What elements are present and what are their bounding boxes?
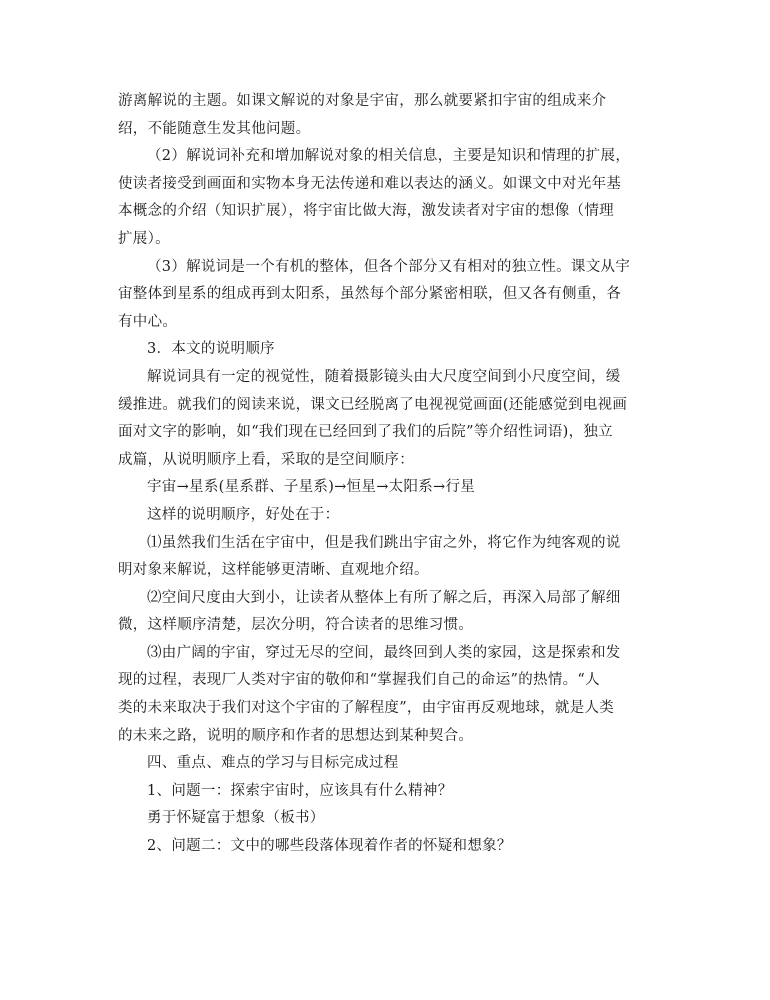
section-heading-3 [118, 336, 678, 364]
paragraph-10 [118, 640, 678, 750]
text-line: 有中心。 [118, 313, 178, 330]
text-line: 勇于怀疑富于想象（板书） [147, 810, 325, 827]
text-line: 宇宙→星系(星系群、子星系)→恒星→太阳系→行星 [147, 479, 476, 496]
text-line: （2）解说词补充和增加解说对象的相关信息，主要是知识和情理的扩展， [147, 148, 631, 165]
document-page [118, 88, 678, 861]
text-line: 3．本文的说明顺序 [147, 341, 275, 358]
text-line: 面对文字的影响，如“我们现在已经回到了我们的后院”等介绍性词语)，独立 [118, 424, 613, 441]
text-line: 本概念的介绍（知识扩展），将宇宙比做大海，激发读者对宇宙的想像（情理 [118, 203, 614, 220]
text-line: 的未来之路，说明的顺序和作者的思想达到某种契合。 [118, 727, 474, 744]
paragraph-8 [118, 530, 678, 585]
paragraph-3 [118, 254, 678, 337]
text-line: ⑴虽然我们生活在宇宙中，但是我们跳出宇宙之外，将它作为纯客观的说 [147, 534, 621, 551]
text-line: 使读者接受到画面和实物本身无法传递和难以表达的涵义。如课文中对光年基 [118, 175, 622, 192]
text-line: 扩展）。 [118, 230, 170, 247]
text-line: 解说词具有一定的视觉性，随着摄影镜头由大尺度空间到小尺度空间，缓 [147, 368, 621, 385]
text-line: 缓推进。就我们的阅读来说，课文已经脱离了电视视觉画面(还能感觉到电视画 [118, 396, 628, 413]
text-line: 明对象来解说，这样能够更清晰、直观地介绍。 [118, 562, 429, 579]
paragraph-7 [118, 502, 678, 530]
text-line: 四、重点、难点的学习与目标完成过程 [147, 755, 399, 772]
section-heading-4 [118, 750, 678, 778]
paragraph-9 [118, 585, 678, 640]
text-line: 绍，不能随意生发其他问题。 [118, 120, 311, 137]
text-line: 1、问题一：探索宇宙时，应该具有什么精神？ [147, 782, 453, 799]
text-line: （3）解说词是一个有机的整体，但各个部分又有相对的独立性。课文从宇 [147, 258, 631, 275]
sequence-line [118, 474, 678, 502]
text-line: 类的未来取决于我们对这个宇宙的了解程度”，由宇宙再反观地球，就是人类 [118, 700, 615, 717]
text-line: 现的过程，表现厂人类对宇宙的敬仰和“掌握我们自己的命运”的热情。“人 [118, 672, 600, 689]
paragraph-2 [118, 143, 678, 253]
answer-1 [118, 805, 678, 833]
text-line: ⑶由广阔的宇宙，穿过无尽的空间，最终回到人类的家园，这是探索和发 [147, 644, 621, 661]
text-line: 宙整体到星系的组成再到太阳系，虽然每个部分紧密相联，但又各有侧重，各 [118, 286, 622, 303]
text-line: 游离解说的主题。如课文解说的对象是宇宙，那么就要紧扣宇宙的组成来介 [118, 93, 607, 109]
text-line: 微，这样顺序清楚，层次分明，符合读者的思维习惯。 [118, 617, 474, 634]
question-1 [118, 778, 678, 806]
paragraph-1 [118, 88, 678, 143]
paragraph-5 [118, 364, 678, 474]
text-line: ⑵空间尺度由大到小，让读者从整体上有所了解之后，再深入局部了解细 [147, 589, 621, 606]
text-line: 2、问题二：文中的哪些段落体现着作者的怀疑和想象？ [147, 838, 512, 855]
text-line: 成篇，从说明顺序上看，采取的是空间顺序： [118, 451, 414, 468]
question-2 [118, 833, 678, 861]
text-line: 这样的说明顺序，好处在于： [147, 506, 340, 523]
